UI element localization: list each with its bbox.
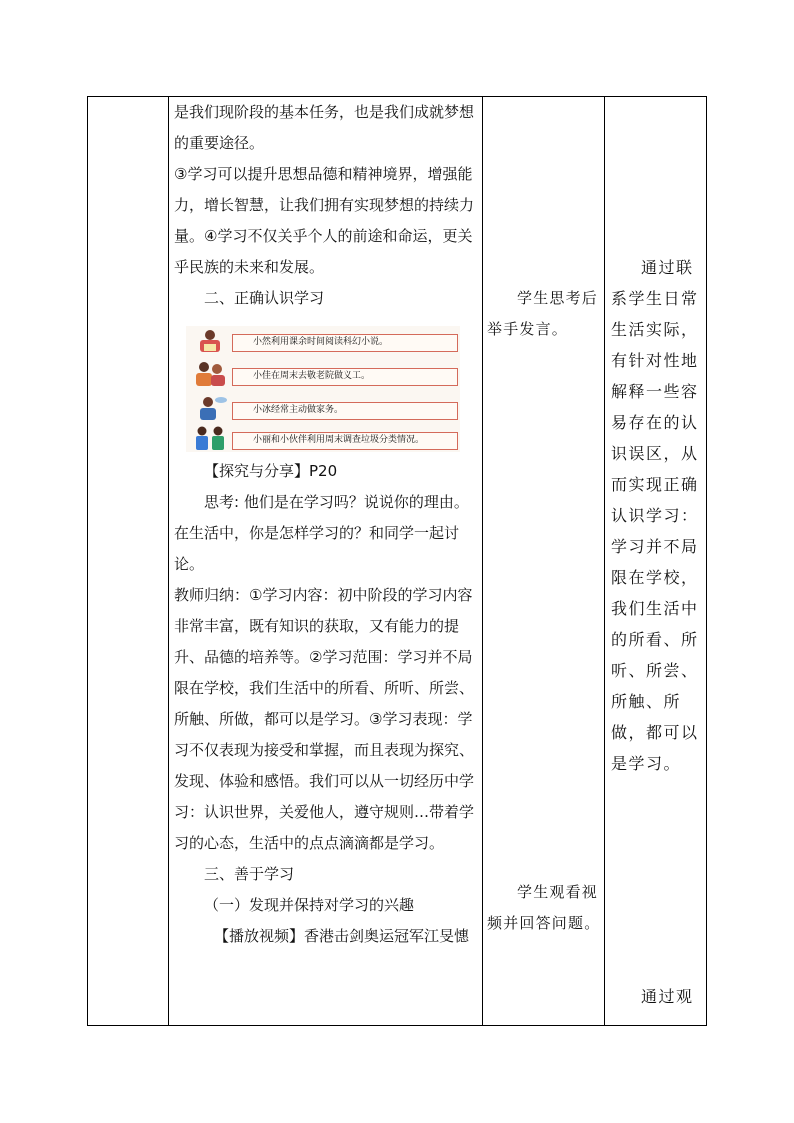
teacher-summary-text: 教师归纳：①学习内容：初中阶段的学习内容非常丰富，既有知识的获取，又有能力的提升、品德的培养等。②学习范围：学习并不局限在学校，我们生活中的所看、所听、所尝、所触、所做，都可以是学习。③学习表现：学习不仅表现为接受和掌握，而且表现为探究、发现、体验和感悟。我们可以从一切经历中学习：认识世界，关爱他人，遵守规则…带着学习的心态，生活中的点点滴滴都是学习。 — [174, 586, 475, 852]
video-label-text: 【播放视频】香港击剑奥运冠军江旻憓 — [214, 927, 470, 945]
volunteer-figure-icon — [190, 360, 230, 388]
activity-item: 小然利用课余时间阅读科幻小说。 — [232, 334, 458, 352]
goal-text: 是我们现阶段的基本任务，也是我们成就梦想的重要途径。 — [174, 103, 475, 152]
design-intent-cell — [605, 97, 706, 1025]
section-heading-2: 二、正确认识学习 — [204, 289, 325, 307]
student-activity-1: 学生思考后举手发言。 — [487, 289, 599, 338]
lesson-table — [87, 96, 707, 1026]
teaching-process-cell — [169, 97, 483, 1025]
explore-share-label: 【探究与分享】P20 — [204, 462, 338, 480]
survey-figure-icon — [190, 424, 230, 452]
design-intent-2: 通过观 — [641, 987, 694, 1006]
activity-illustration — [186, 326, 460, 452]
activity-item: 小丽和小伙伴利用周末调查垃圾分类情况。 — [232, 432, 458, 450]
section-heading-3: 三、善于学习 — [204, 865, 295, 883]
student-activity-2: 学生观看视频并回答问题。 — [487, 883, 601, 932]
design-intent-1: 通过联系学生日常生活实际，有针对性地解释一些容易存在的认识误区，从而实现正确认识学习：学习并不局限在学校，我们生活中的所看、所听、所尝、所触、所做，都可以是学习。 — [611, 258, 699, 773]
student-activity-cell — [483, 97, 605, 1025]
reading-figure-icon — [190, 328, 230, 356]
empty-column-cell — [88, 97, 168, 1025]
activity-item: 小佳在周末去敬老院做义工。 — [232, 368, 458, 386]
subsection-heading: （一）发现并保持对学习的兴趣 — [204, 896, 415, 914]
learning-value-text: ③学习可以提升思想品德和精神境界，增强能力，增长智慧，让我们拥有实现梦想的持续力量。④学习不仅关乎个人的前途和命运，更关乎民族的未来和发展。 — [174, 165, 475, 276]
housework-figure-icon — [190, 394, 230, 422]
think-question-text: 思考: 他们是在学习吗？说说你的理由。在生活中，你是怎样学习的？和同学一起讨论。 — [174, 493, 469, 573]
activity-item: 小冰经常主动做家务。 — [232, 402, 458, 420]
